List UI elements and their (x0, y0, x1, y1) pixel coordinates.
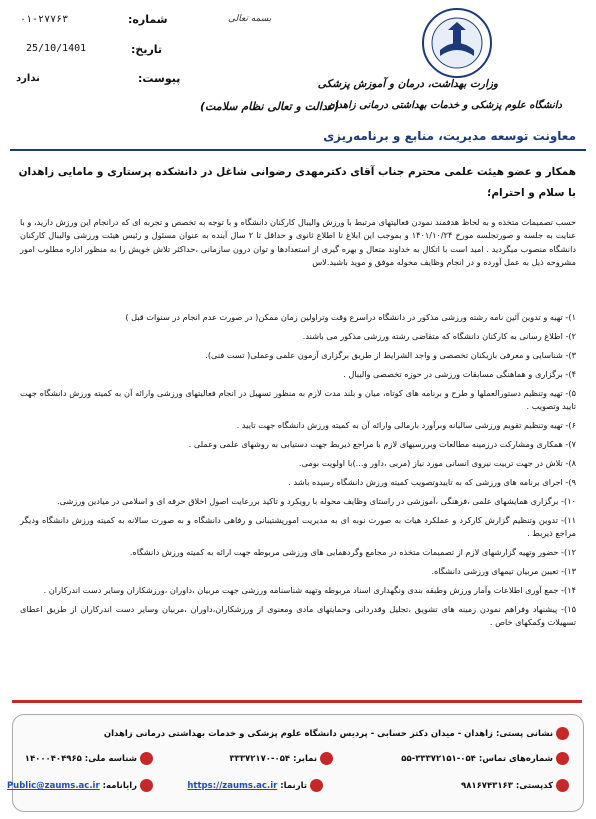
list-item: ۱۰)- برگزاری همایشهای علمی ،فرهنگی ،آموزشی در راستای وظایف محوله با رویکرد و تاکید بررعایت اصول اخلاق حرفه ای و اسلامی در میادین ورزشی. (56, 496, 576, 506)
footer-phone-row (401, 752, 569, 765)
national-id-value: ۱۴۰۰۰۴۰۴۹۶۵ (24, 754, 82, 764)
list-item: ۱)- تهیه و تدوین آئین نامه رشته ورزشی مذکور در دانشگاه دراسرع وقت وتراولین زمان ممکن( در صورت عدم انجام در سنوات قبل ) (125, 312, 576, 322)
id-card-icon (140, 752, 153, 765)
footer-address-row (104, 727, 569, 740)
website-link[interactable]: https://zaums.ac.ir (187, 781, 278, 791)
email-label: رایانامه: (102, 781, 138, 791)
fax-value: ۰۵۴-۳۳۳۷۲۱۷۰ (229, 754, 291, 764)
motto: (عدالت و تعالی نظام سلامت) (200, 100, 340, 113)
list-item: ۵)- تهیه وتنظیم دستورالعملها و طرح و برنامه های کوتاه، میان و بلند مدت لازم به منظور تسهیل در انجام فعالیتهای ورزشی وارائه آن به کمیته ورزش دانشگاه جهت تایید وتصویب . (20, 388, 576, 411)
address-value: زاهدان - میدان دکتر حسابی - پردیس دانشگاه علوم پزشکی و خدمات بهداشتی درمانی زاهدان (103, 729, 493, 739)
national-id-label: شناسه ملی: (84, 754, 138, 764)
globe-icon (310, 779, 323, 792)
postal-label: کدپستی: (515, 781, 554, 791)
basmala: بسمه تعالی (228, 14, 272, 24)
header-divider (10, 149, 586, 151)
phone-icon (556, 752, 569, 765)
attachment-value: ندارد (16, 73, 40, 84)
email-icon (140, 779, 153, 792)
list-item: ۱۳)- تعیین مربیان تیمهای ورزشی دانشگاه. (431, 566, 576, 576)
attachment-label: پیوست: (138, 72, 181, 85)
email-link[interactable]: Public@zaums.ac.ir (6, 781, 100, 791)
list-item: ۱۲)- حضور وتهیه گزارشهای لازم از تصمیمات متخذه در مجامع وگردهمایی های ورزشی مربوطه جهت ارائه به کمیته ورزش دانشگاه. (129, 547, 576, 557)
number-value: ۰۱-۲۷۷۶۳ (20, 14, 69, 25)
footer-postal-row (461, 779, 569, 792)
number-label: شماره: (128, 13, 168, 26)
footer-national-id-row (25, 752, 153, 765)
address-label: نشانی پستی: (495, 729, 554, 739)
ministry-name: وزارت بهداشت، درمان و آموزش پزشکی (317, 78, 498, 90)
postal-value: ۹۸۱۶۷۴۳۱۶۳ (461, 781, 513, 791)
university-logo (418, 6, 496, 80)
deputy-title: معاونت توسعه مدیریت، منابع و برنامه‌ریزی (323, 129, 576, 143)
list-item: ۹)- اجرای برنامه های ورزشی که به تاییدوتصویب کمیته ورزش دانشگاه رسیده باشد . (288, 477, 576, 487)
recipient-line: همکار و عضو هیئت علمی محترم جناب آقای دکترمهدی رضوانی شاغل در دانشکده پرستاری و مامایی زاهدان (18, 166, 576, 178)
list-item: ۱۵)- پیشنهاد وفراهم نمودن زمینه های تشویق ،تجلیل وقدردانی وحمایتهای مادی ومعنوی از ورزشکاران،داوران ،مربیان وسایر دست اندرکاران از طریق اعطای تسهیلات وکمکهای خاص . (20, 604, 576, 627)
fax-label: نمابر: (293, 754, 318, 764)
greeting: با سلام و احترام؛ (487, 187, 576, 199)
list-item: ۶)- تهیه وتنظیم تقویم ورزشی سالیانه وبرآورد بارمالی وارائه آن به کمیته ورزش دانشگاه جهت تایید . (236, 420, 576, 430)
footer-fax-row (229, 752, 333, 765)
list-item: ۷)- همکاری ومشارکت درزمینه مطالعات وبررسیهای لازم با مراجع ذیربط جهت دستیابی به روشهای علمی وعملی . (188, 439, 576, 449)
list-item: ۳)- شناسایی و معرفی بازیکنان تخصصی و واجد الشرایط از طریق برگزاری آزمون علمی وعملی( تست فنی). (205, 350, 576, 360)
date-value: 25/10/1401 (26, 43, 87, 54)
footer-accent-bar (12, 700, 582, 703)
date-label: تاریخ: (131, 43, 163, 56)
list-item: ۲)- اطلاع رسانی به کارکنان دانشگاه که متقاضی رشته ورزشی مذکور می باشند. (302, 331, 576, 341)
location-pin-icon (556, 727, 569, 740)
fax-icon (320, 752, 333, 765)
website-label: تارنما: (280, 781, 308, 791)
intro-paragraph: حسب تصمیمات متخذه و به لحاظ هدفمند نمودن فعالیتهای مرتبط با ورزش والیبال کارکنان دانشگاه و با توجه به تخصص و تجربه ای که درانجام این ورزش دارید، و با عنایت به جلسه و صورتجلسه مورخ ۱۴۰۱/۱۰/۲۴ و بموجب این ابلاغ تا اطلاع ثانوی و حداقل تا ۲ سال آینده به عنوان مسئول و رئیس هیئت ورزشی والیبال کارکنان دانشگاه منصوب میگردید . امید است با اتکال به خداوند متعال و بهره گیری از استعدادها و توان درون سازمانی ،حداکثر تلاش خویش را به منظور اداره مطلوب امور مشروحه ذیل به عمل آورده و در انجام وظایف محوله موفق و موید باشید.لاس (20, 217, 576, 268)
university-name: دانشگاه علوم پزشکی و خدمات بهداشتی درمانی زاهدان (327, 100, 562, 111)
duties-list (20, 311, 576, 635)
phone-label: شماره‌های تماس: (478, 754, 554, 764)
phone-value: ۰۵۴-۳۳۳۷۲۱۵۱-۵۵ (401, 754, 476, 764)
footer-email-row (7, 779, 153, 792)
footer-contact-box (6, 714, 584, 812)
footer-website-row (187, 779, 323, 792)
list-item: ۱۴)- جمع آوری اطلاعات وآمار ورزش وطبقه بندی ونگهداری اسناد مربوطه وتهیه شناسنامه ورزشی جهت مربیان ،داوران ،ورزشکاران وسایر دست اندرکاران . (43, 585, 576, 595)
list-item: ۱۱)- تدوین وتنظیم گزارش کارکرد و عملکرد هیات به صورت نوبه ای به مدیریت امورپشتیبانی و رفاهی دانشگاه و به صورت سالانه به کمیته ورزش دانشگاه ودیگر مراجع ذیربط . (20, 515, 576, 538)
list-item: ۴)- برگزاری و هماهنگی مسابقات ورزشی در حوزه تخصصی والیبال . (343, 369, 576, 379)
mailbox-icon (556, 779, 569, 792)
list-item: ۸)- تلاش در جهت تربیت نیروی انسانی مورد نیاز (مربی ،داور و...)با اولویت بومی. (298, 458, 576, 468)
